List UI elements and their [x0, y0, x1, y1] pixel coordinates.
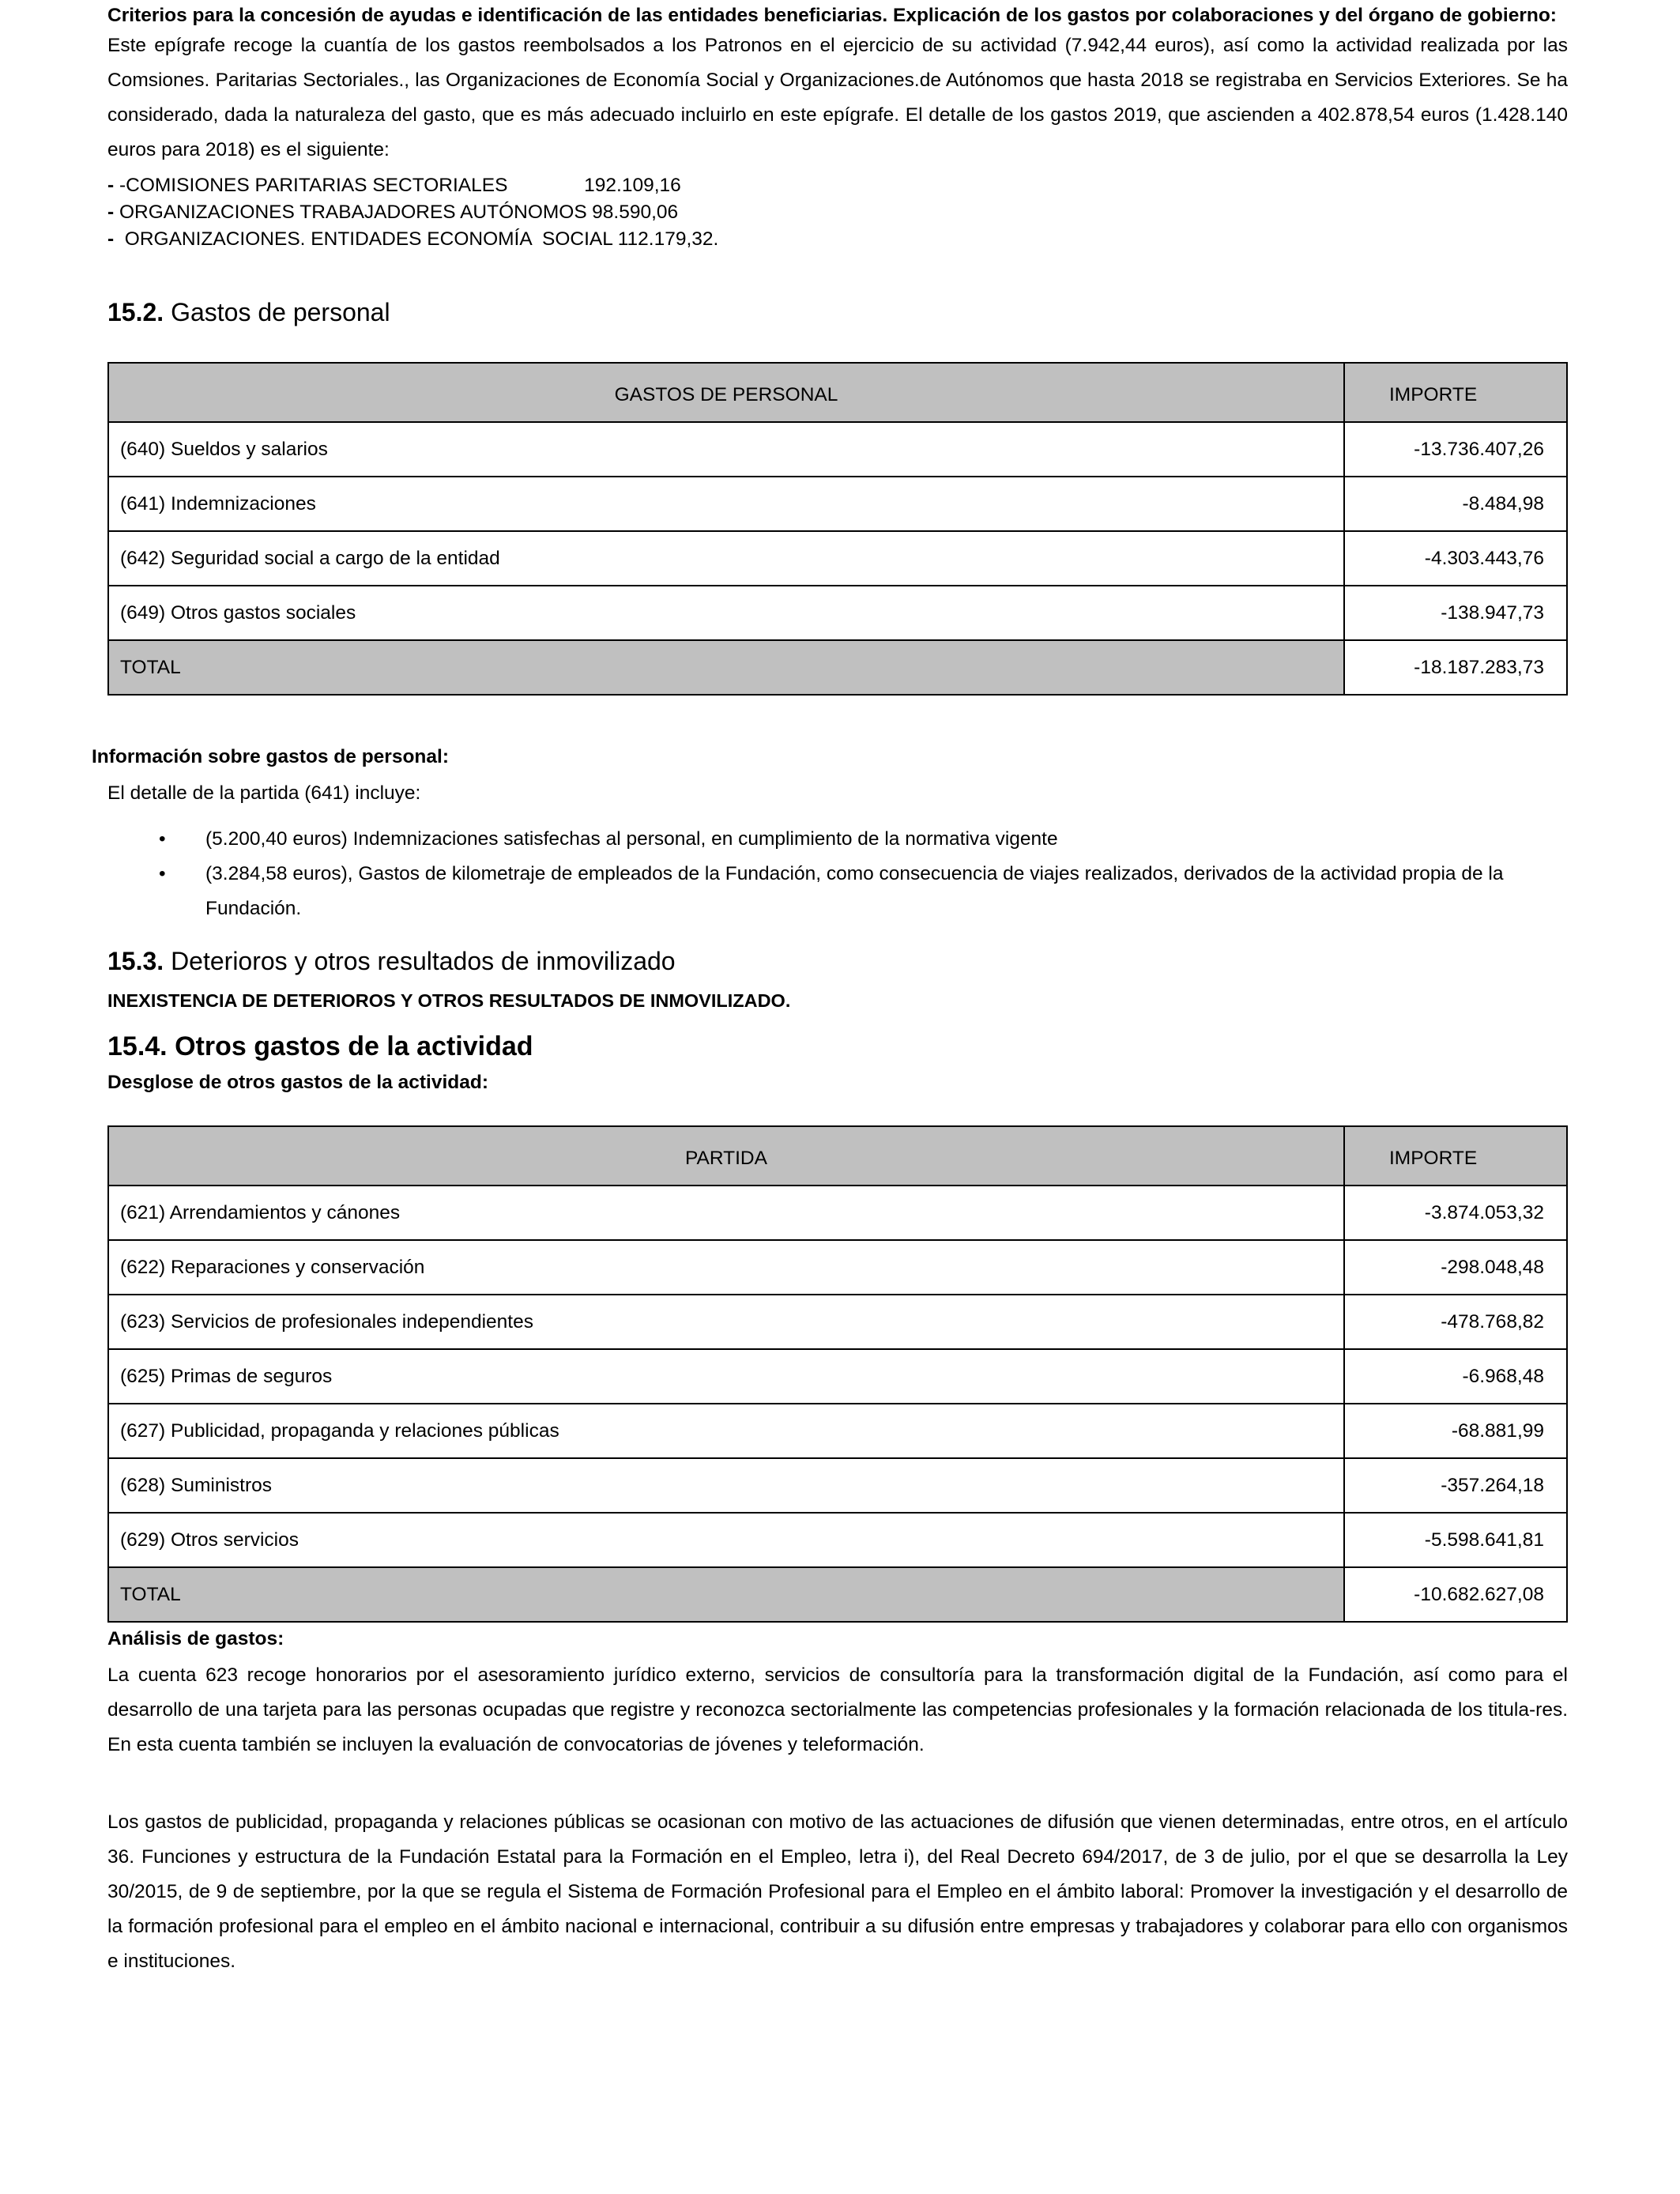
analysis-paragraph-1: La cuenta 623 recoge honorarios por el asesoramiento jurídico externo, servicios de consultoría para la transformación digital de la Fundación, así como para el desarrollo de una tarjeta para las personas ocupadas que registre y reconozca sectorialmente las competencias profesionales y la formación relacionada de los titula-res. En esta cuenta también se incluyen la evaluación de convocatorias de jóvenes y teleformación. — [107, 1664, 1568, 1755]
table-total-row: TOTAL -18.187.283,73 — [108, 640, 1567, 695]
personnel-info-title: Información sobre gastos de personal: — [92, 746, 449, 767]
bullet-icon: • — [159, 828, 166, 850]
criterios-items-list — [107, 172, 718, 253]
table-row: (649) Otros gastos sociales -138.947,73 — [108, 586, 1567, 640]
criterios-title: Criterios para la concesión de ayudas e identificación de las entidades beneficiarias. Explicación de los gastos por colaboraciones y del órgano de gobierno: — [107, 5, 1557, 26]
section-15-4-subtitle: Desglose de otros gastos de la actividad: — [107, 1072, 488, 1093]
table-row: (621) Arrendamientos y cánones -3.874.053,32 — [108, 1186, 1567, 1240]
analysis-title: Análisis de gastos: — [107, 1628, 284, 1649]
table-row: (623) Servicios de profesionales independientes -478.768,82 — [108, 1295, 1567, 1349]
personnel-info-intro: El detalle de la partida (641) incluye: — [107, 782, 421, 804]
table-total-row: TOTAL -10.682.627,08 — [108, 1567, 1567, 1622]
column-header-concept: GASTOS DE PERSONAL — [108, 363, 1344, 422]
other-expenses-table — [107, 1125, 1568, 1623]
criterios-paragraph: Este epígrafe recoge la cuantía de los gastos reembolsados a los Patronos en el ejercicio de su actividad (7.942,44 euros), así como la actividad realizada por las Comsiones. Paritarias Sectoriales., las Organizaciones de Economía Social y Organizaciones.de Autónomos que hasta 2018 se registraba en Servicios Exteriores. Se ha considerado, dada la naturaleza del gasto, que es más adecuado incluirlo en este epígrafe. El detalle de los gastos 2019, que ascienden a 402.878,54 euros (1.428.140 euros para 2018) es el siguiente: — [107, 35, 1568, 160]
section-15-3-note: INEXISTENCIA DE DETERIOROS Y OTROS RESULTADOS DE INMOVILIZADO. — [107, 990, 791, 1011]
table-header-row — [108, 363, 1567, 422]
analysis-paragraph-2: Los gastos de publicidad, propaganda y relaciones públicas se ocasionan con motivo de las actuaciones de difusión que vienen determinadas, entre otros, en el artículo 36. Funciones y estructura de la Fundación Estatal para la Formación en el Empleo, letra i), del Real Decreto 694/2017, de 3 de julio, por el que se desarrolla la Ley 30/2015, de 9 de septiembre, por la que se regula el Sistema de Formación Profesional para el Empleo en el ámbito laboral: Promover la investigación y el desarrollo de la formación profesional para el empleo en el ámbito nacional e internacional, contribuir a su difusión entre empresas y trabajadores y colaborar para ello con organismos e instituciones. — [107, 1811, 1568, 1972]
table-row: (629) Otros servicios -5.598.641,81 — [108, 1513, 1567, 1567]
section-heading-15-4: 15.4. Otros gastos de la actividad — [107, 1031, 533, 1061]
column-header-amount: IMPORTE — [1344, 363, 1567, 422]
list-item: • (5.200,40 euros) Indemnizaciones satisfechas al personal, en cumplimiento de la normativa vigente — [107, 822, 1568, 857]
bullet-icon: • — [159, 863, 166, 884]
list-item: • (3.284,58 euros), Gastos de kilometraje de empleados de la Fundación, como consecuencia de viajes realizados, derivados de la actividad propia de la Fundación. — [107, 857, 1568, 926]
criterios-item: - -COMISIONES PARITARIAS SECTORIALES 192.109,16 — [107, 175, 681, 196]
table-row: (628) Suministros -357.264,18 — [108, 1458, 1567, 1513]
section-heading-15-2: 15.2. Gastos de personal — [107, 298, 390, 326]
table-header-row — [108, 1126, 1567, 1186]
section-heading-15-3: 15.3. Deterioros y otros resultados de inmovilizado — [107, 947, 676, 975]
table-row: (640) Sueldos y salarios -13.736.407,26 — [108, 422, 1567, 477]
column-header-amount: IMPORTE — [1344, 1126, 1567, 1186]
table-row: (641) Indemnizaciones -8.484,98 — [108, 477, 1567, 531]
criterios-item: - ORGANIZACIONES TRABAJADORES AUTÓNOMOS 98.590,06 — [107, 202, 679, 223]
personnel-expenses-table — [107, 362, 1568, 696]
table-row: (642) Seguridad social a cargo de la entidad -4.303.443,76 — [108, 531, 1567, 586]
table-row: (625) Primas de seguros -6.968,48 — [108, 1349, 1567, 1404]
table-row: (627) Publicidad, propaganda y relaciones públicas -68.881,99 — [108, 1404, 1567, 1458]
column-header-concept: PARTIDA — [108, 1126, 1344, 1186]
personnel-info-bullets — [107, 822, 1568, 926]
criterios-item: - ORGANIZACIONES. ENTIDADES ECONOMÍA SOCIAL 112.179,32. — [107, 228, 719, 250]
table-row: (622) Reparaciones y conservación -298.048,48 — [108, 1240, 1567, 1295]
